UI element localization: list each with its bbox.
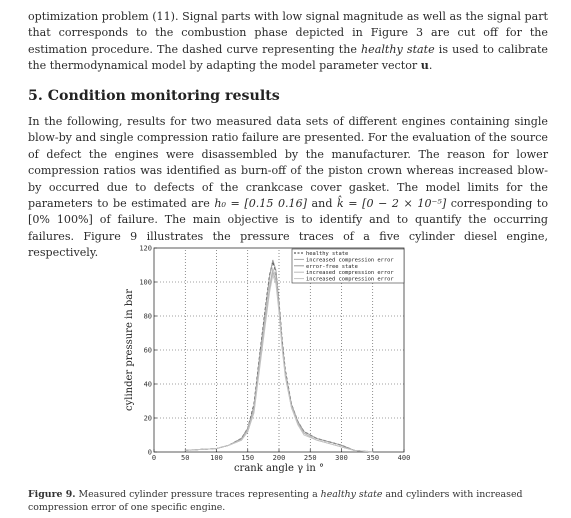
and-word: and bbox=[307, 197, 337, 211]
intro-paragraph bbox=[28, 9, 548, 75]
y-tick-label: 20 bbox=[143, 414, 152, 423]
x-axis-label: crank angle γ in ° bbox=[233, 463, 325, 474]
x-tick-label: 350 bbox=[366, 454, 380, 462]
figure-caption bbox=[28, 488, 548, 514]
legend-label: increased compression error bbox=[306, 257, 394, 264]
section-text-1: In the following, results for two measured data sets of different engines containing single blow-by and single compression ratio failure are presented. For the evaluation of the source of defect the engines were disassembled by the manufacturer. The reason for lower compression ratios was identified as burn-off of the piston crown whereas increased blow-by occurred due to defects of the crankcase cover gasket. The model limits for the parameters to be estimated are bbox=[28, 115, 548, 211]
k-expression: k̂ = [0 − 2 × 10⁻⁵] bbox=[336, 197, 447, 211]
x-tick-label: 400 bbox=[397, 454, 411, 462]
section-paragraph bbox=[28, 114, 548, 262]
x-tick-label: 250 bbox=[303, 454, 317, 462]
legend-label: increased compression error bbox=[306, 270, 394, 277]
y-tick-label: 60 bbox=[143, 346, 152, 355]
section-text-2: corresponding to [0% 100%] of failure. The main objective is to identify and to quantify the occurring failures. Figure 9 illustrates the pressure traces of a five cylinder diesel engine, respectively. bbox=[28, 197, 548, 260]
caption-text-2: and cylinders with increased compression error of one specific engine. bbox=[28, 489, 523, 513]
h0-expression: h₀ = [0.15 0.16] bbox=[214, 197, 307, 211]
y-tick-label: 80 bbox=[143, 312, 152, 321]
y-tick-label: 120 bbox=[139, 244, 152, 253]
caption-text-1: Measured cylinder pressure traces representing a bbox=[75, 489, 321, 500]
x-tick-label: 0 bbox=[151, 454, 157, 462]
caption-label: Figure 9. bbox=[28, 489, 76, 500]
section-heading: 5. Condition monitoring results bbox=[28, 88, 280, 104]
intro-italic: healthy state bbox=[361, 42, 435, 56]
legend-label: healthy state bbox=[306, 251, 349, 257]
pressure-chart bbox=[118, 244, 418, 476]
x-tick-label: 200 bbox=[272, 454, 286, 462]
intro-bold-vector: u bbox=[420, 59, 429, 73]
x-tick-label: 50 bbox=[181, 454, 190, 462]
legend-label: increased compression error bbox=[306, 276, 394, 283]
y-tick-label: 0 bbox=[147, 448, 152, 457]
y-tick-label: 40 bbox=[143, 380, 152, 389]
legend-label: error-free state bbox=[306, 263, 358, 270]
y-tick-label: 100 bbox=[139, 278, 152, 287]
caption-italic: healthy state bbox=[320, 489, 383, 500]
x-tick-label: 100 bbox=[210, 454, 223, 462]
y-axis-label: cylinder pressure in bar bbox=[124, 288, 135, 412]
intro-text-end: . bbox=[428, 59, 433, 73]
x-tick-label: 300 bbox=[335, 454, 348, 462]
intro-text-1: optimization problem (11). Signal parts with low signal magnitude as well as the signal part that corresponds to the combustion phase depicted in Figure 3 are cut off for the estimation procedure. The dashed curve representing the bbox=[28, 10, 548, 56]
series-line-0 bbox=[185, 262, 372, 452]
intro-text-2: is used to calibrate the thermodynamical model by adapting the model parameter vector bbox=[28, 42, 548, 73]
x-tick-label: 150 bbox=[241, 454, 255, 462]
